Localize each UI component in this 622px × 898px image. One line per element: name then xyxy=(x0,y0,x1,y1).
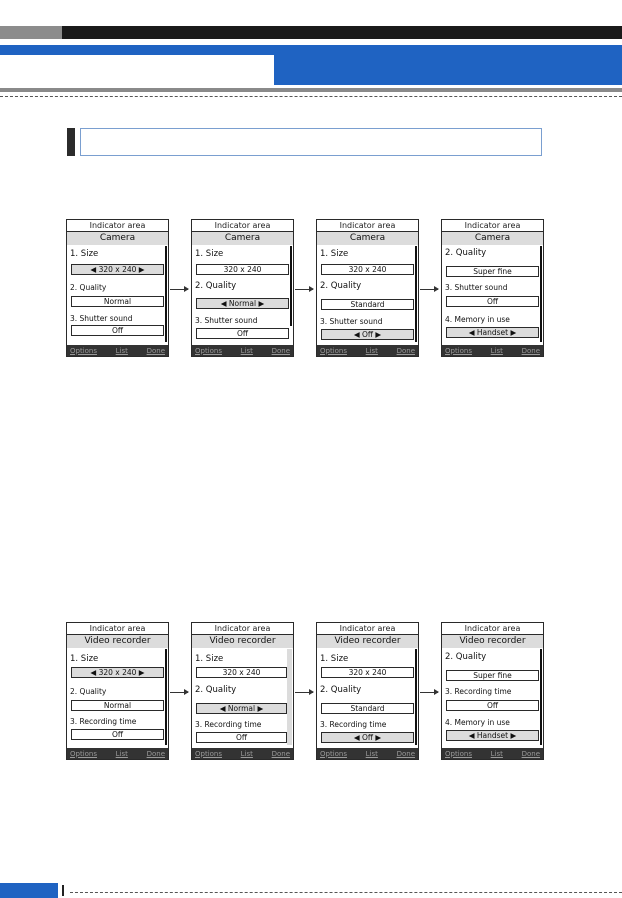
flow-arrow xyxy=(420,692,438,693)
screen-title: Video recorder xyxy=(442,635,543,648)
shutter-sound-label: 3. Shutter sound xyxy=(445,283,508,292)
screen-title: Camera xyxy=(192,232,293,245)
softkey-bar xyxy=(317,345,418,356)
footer-marker xyxy=(62,885,64,896)
quality-field[interactable]: Super fine xyxy=(446,670,539,681)
size-field[interactable]: 320 x 240 xyxy=(321,264,414,275)
done-softkey[interactable]: Done xyxy=(271,749,290,758)
indicator-area: Indicator area xyxy=(442,623,543,635)
quality-label: 2. Quality xyxy=(320,281,362,291)
options-softkey[interactable]: Options xyxy=(320,749,348,758)
recording-time-selector[interactable]: ◀ Off ▶ xyxy=(321,732,414,743)
header-dashed-rule xyxy=(0,96,622,97)
size-selector[interactable]: ◀ 320 x 240 ▶ xyxy=(71,667,164,678)
scrollbar[interactable] xyxy=(165,246,167,342)
camera-screen-2 xyxy=(191,219,294,357)
screen-title: Video recorder xyxy=(192,635,293,648)
quality-field[interactable]: Normal xyxy=(71,296,164,307)
indicator-area: Indicator area xyxy=(192,220,293,232)
camera-screen-1 xyxy=(66,219,169,357)
list-softkey[interactable]: List xyxy=(490,346,503,355)
screen-title: Camera xyxy=(67,232,168,245)
flow-arrow xyxy=(170,289,188,290)
recording-time-field[interactable]: Off xyxy=(71,729,164,740)
scrollbar[interactable] xyxy=(415,649,417,745)
done-softkey[interactable]: Done xyxy=(521,346,540,355)
memory-label: 4. Memory in use xyxy=(445,315,510,324)
softkey-bar xyxy=(442,345,543,356)
size-label: 1. Size xyxy=(320,654,349,664)
shutter-sound-label: 3. Shutter sound xyxy=(320,317,383,326)
scrollbar[interactable] xyxy=(415,246,417,342)
flow-arrow xyxy=(420,289,438,290)
footer-page-tab xyxy=(0,883,58,898)
options-softkey[interactable]: Options xyxy=(445,749,473,758)
quality-label: 2. Quality xyxy=(70,687,107,696)
memory-selector[interactable]: ◀ Handset ▶ xyxy=(446,730,539,741)
indicator-area: Indicator area xyxy=(317,220,418,232)
header-tab-white xyxy=(0,55,274,85)
done-softkey[interactable]: Done xyxy=(146,749,165,758)
recording-time-label: 3. Recording time xyxy=(195,720,262,729)
camera-screen-3 xyxy=(316,219,419,357)
scrollbar[interactable] xyxy=(165,649,167,745)
indicator-area: Indicator area xyxy=(67,220,168,232)
softkey-bar xyxy=(67,748,168,759)
shutter-sound-label: 3. Shutter sound xyxy=(195,316,258,325)
options-softkey[interactable]: Options xyxy=(445,346,473,355)
screen-title: Video recorder xyxy=(317,635,418,648)
header-rule xyxy=(0,88,622,92)
list-softkey[interactable]: List xyxy=(365,346,378,355)
size-label: 1. Size xyxy=(320,249,349,259)
quality-selector[interactable]: ◀ Normal ▶ xyxy=(196,298,289,309)
quality-label: 2. Quality xyxy=(195,685,237,695)
size-field[interactable]: 320 x 240 xyxy=(196,667,287,678)
video-screen-2 xyxy=(191,622,294,760)
scrollbar[interactable] xyxy=(287,649,292,745)
quality-field[interactable]: Standard xyxy=(321,299,414,310)
list-softkey[interactable]: List xyxy=(240,346,253,355)
list-softkey[interactable]: List xyxy=(490,749,503,758)
scrollbar[interactable] xyxy=(540,649,542,745)
header-bar-grey xyxy=(0,26,62,39)
size-label: 1. Size xyxy=(195,654,224,664)
quality-label: 2. Quality xyxy=(445,652,487,662)
options-softkey[interactable]: Options xyxy=(195,749,223,758)
softkey-bar xyxy=(317,748,418,759)
size-field[interactable]: 320 x 240 xyxy=(321,667,414,678)
options-softkey[interactable]: Options xyxy=(70,749,98,758)
list-softkey[interactable]: List xyxy=(115,346,128,355)
list-softkey[interactable]: List xyxy=(365,749,378,758)
size-label: 1. Size xyxy=(70,249,99,259)
softkey-bar xyxy=(192,748,293,759)
softkey-bar xyxy=(192,345,293,356)
done-softkey[interactable]: Done xyxy=(396,346,415,355)
scrollbar[interactable] xyxy=(540,246,542,342)
indicator-area: Indicator area xyxy=(67,623,168,635)
camera-screen-4 xyxy=(441,219,544,357)
indicator-area: Indicator area xyxy=(317,623,418,635)
quality-label: 2. Quality xyxy=(195,281,237,291)
recording-time-field[interactable]: Off xyxy=(446,700,539,711)
memory-label: 4. Memory in use xyxy=(445,718,510,727)
recording-time-label: 3. Recording time xyxy=(320,720,387,729)
flow-arrow xyxy=(295,289,313,290)
softkey-bar xyxy=(67,345,168,356)
size-field[interactable]: 320 x 240 xyxy=(196,264,289,275)
quality-field[interactable]: Standard xyxy=(321,703,414,714)
done-softkey[interactable]: Done xyxy=(521,749,540,758)
shutter-sound-selector[interactable]: ◀ Off ▶ xyxy=(321,329,414,340)
screen-title: Camera xyxy=(442,232,543,245)
softkey-bar xyxy=(442,748,543,759)
scrollbar[interactable] xyxy=(290,246,292,326)
shutter-sound-label: 3. Shutter sound xyxy=(70,314,133,323)
section-heading-box xyxy=(80,128,542,156)
size-selector[interactable]: ◀ 320 x 240 ▶ xyxy=(71,264,164,275)
done-softkey[interactable]: Done xyxy=(146,346,165,355)
quality-label: 2. Quality xyxy=(445,248,487,258)
quality-field[interactable]: Normal xyxy=(71,700,164,711)
flow-arrow xyxy=(295,692,313,693)
quality-label: 2. Quality xyxy=(320,685,362,695)
quality-field[interactable]: Super fine xyxy=(446,266,539,277)
quality-selector[interactable]: ◀ Normal ▶ xyxy=(196,703,287,714)
indicator-area: Indicator area xyxy=(442,220,543,232)
video-screen-3 xyxy=(316,622,419,760)
screen-title: Video recorder xyxy=(67,635,168,648)
size-label: 1. Size xyxy=(195,249,224,259)
header-bar-dark xyxy=(0,26,622,39)
screen-title: Camera xyxy=(317,232,418,245)
recording-time-label: 3. Recording time xyxy=(445,687,512,696)
section-marker xyxy=(67,128,75,156)
quality-label: 2. Quality xyxy=(70,283,107,292)
list-softkey[interactable]: List xyxy=(240,749,253,758)
options-softkey[interactable]: Options xyxy=(195,346,223,355)
flow-arrow xyxy=(170,692,188,693)
recording-time-field[interactable]: Off xyxy=(196,732,287,743)
shutter-sound-field[interactable]: Off xyxy=(71,325,164,336)
done-softkey[interactable]: Done xyxy=(271,346,290,355)
indicator-area: Indicator area xyxy=(192,623,293,635)
list-softkey[interactable]: List xyxy=(115,749,128,758)
options-softkey[interactable]: Options xyxy=(320,346,348,355)
done-softkey[interactable]: Done xyxy=(396,749,415,758)
memory-selector[interactable]: ◀ Handset ▶ xyxy=(446,327,539,338)
options-softkey[interactable]: Options xyxy=(70,346,98,355)
recording-time-label: 3. Recording time xyxy=(70,717,137,726)
video-screen-4 xyxy=(441,622,544,760)
video-screen-1 xyxy=(66,622,169,760)
shutter-sound-field[interactable]: Off xyxy=(446,296,539,307)
footer-dashed-rule xyxy=(70,892,622,893)
shutter-sound-field[interactable]: Off xyxy=(196,328,289,339)
size-label: 1. Size xyxy=(70,654,99,664)
